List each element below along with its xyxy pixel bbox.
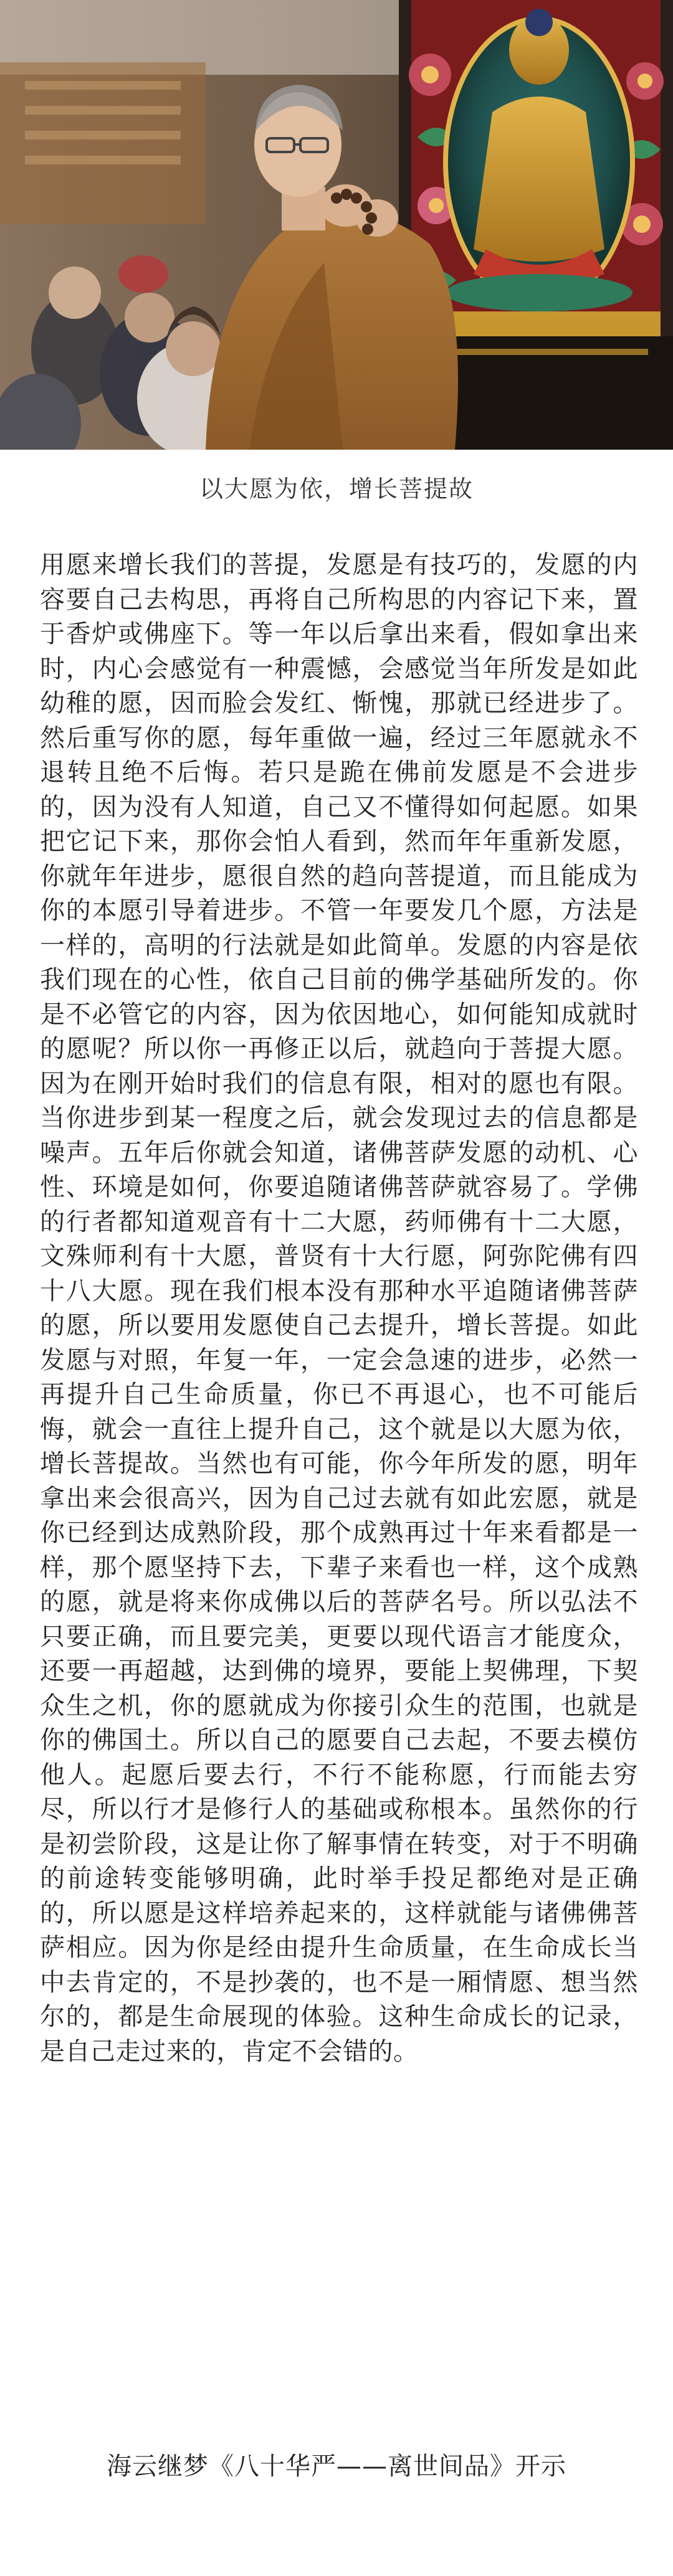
hero-photo-illustration xyxy=(0,0,673,450)
hero-photo xyxy=(0,0,673,450)
source-attribution: 海云继梦《八十华严——离世间品》开示 xyxy=(107,2452,566,2481)
article-body xyxy=(40,548,638,2069)
photo-caption: 以大愿为依，增长菩提故 xyxy=(199,475,474,503)
article-paragraph: 用愿来增长我们的菩提，发愿是有技巧的，发愿的内容要自己去构思，再将自己所构思的内容记下来，置于香炉或佛座下。等一年以后拿出来看，假如拿出来时，内心会感觉有一种震憾，会感觉当年所发是如此幼稚的愿，因而脸会发红、惭愧，那就已经进步了。然后重写你的愿，每年重做一遍，经过三年愿就永不退转且绝不后悔。若只是跪在佛前发愿是不会进步的，因为没有人知道，自己又不懂得如何起愿。如果把它记下来，那你会怕人看到，然而年年重新发愿，你就年年进步，愿很自然的趋向菩提道，而且能成为你的本愿引导着进步。不管一年要发几个愿，方法是一样的，高明的行法就是如此简单。发愿的内容是依我们现在的心性，依自己目前的佛学基础所发的。你是不必管它的内容，因为依因地心，如何能知成就时的愿呢？所以你一再修正以后，就趋向于菩提大愿。因为在刚开始时我们的信息有限，相对的愿也有限。当你进步到某一程度之后，就会发现过去的信息都是噪声。五年后你就会知道，诸佛菩萨发愿的动机、心性、环境是如何，你要追随诸佛菩萨就容易了。学佛的行者都知道观音有十二大愿，药师佛有十二大愿，文殊师利有十大愿，普贤有十大行愿，阿弥陀佛有四十八大愿。现在我们根本没有那种水平追随诸佛菩萨的愿，所以要用发愿使自己去提升，增长菩提。如此发愿与对照，年复一年，一定会急速的进步，必然一再提升自己生命质量，你已不再退心，也不可能后悔，就会一直往上提升自己，这个就是以大愿为依，增长菩提故。当然也有可能，你今年所发的愿，明年拿出来会很高兴，因为自己过去就有如此宏愿，就是你已经到达成熟阶段，那个成熟再过十年来看都是一样，那个愿坚持下去，下辈子来看也一样，这个成熟的愿，就是将来你成佛以后的菩萨名号。所以弘法不只要正确，而且要完美，更要以现代语言才能度众，还要一再超越，达到佛的境界，要能上契佛理，下契众生之机，你的愿就成为你接引众生的范围，也就是你的佛国土。所以自己的愿要自己去起，不要去模仿他人。起愿后要去行，不行不能称愿，行而能去穷尽，所以行才是修行人的基础或称根本。虽然你的行是初尝阶段，这是让你了解事情在转变，对于不明确的前途转变能够明确，此时举手投足都绝对是正确的，所以愿是这样培养起来的，这样就能与诸佛佛菩萨相应。因为你是经由提升生命质量，在生命成长当中去肯定的，不是抄袭的，也不是一厢情愿、想当然尔的，都是生命展现的体验。这种生命成长的记录，是自己走过来的，肯定不会错的。 xyxy=(40,551,638,2066)
